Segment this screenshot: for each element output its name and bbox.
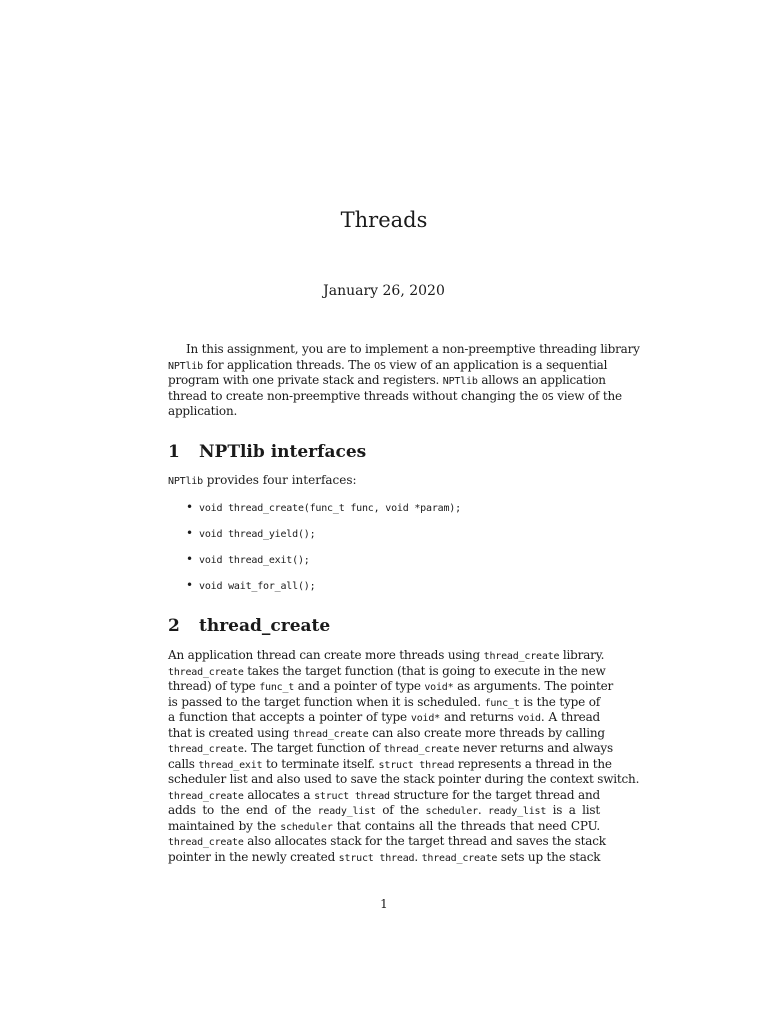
inline-code: void <box>517 713 541 724</box>
inline-code: void* <box>410 713 440 724</box>
inline-code: scheduler <box>425 806 478 817</box>
text-line: pointer in the newly created struct thread. thread_create sets up the stack <box>168 849 601 864</box>
text-line: maintained by the scheduler that contains all the threads that need CPU. <box>168 818 601 833</box>
document-title: Threads <box>340 208 428 232</box>
inline-code: ready_list <box>487 806 547 817</box>
inline-code: func_t <box>259 682 295 693</box>
inline-code: struct thread <box>338 852 415 864</box>
page-number: 1 <box>380 897 388 911</box>
text-line: In this assignment, you are to implement a non-preemptive threading library <box>186 342 640 356</box>
text-line: An application thread can create more threads using thread_create library. <box>168 648 605 662</box>
text-line: scheduler list and also used to save the stack pointer during the context switch. <box>168 772 640 786</box>
inline-code: thread_create <box>168 744 244 755</box>
text-line: thread_create allocates a struct thread structure for the target thread and <box>168 787 601 802</box>
inline-code: thread_create <box>168 837 244 848</box>
inline-code: struct thread <box>378 759 455 771</box>
text-line: thread_create also allocates stack for the target thread and saves the stack <box>168 834 606 848</box>
text-line: thread to create non-preemptive threads without changing the OS view of the <box>168 388 622 403</box>
text-line: program with one private stack and registers. NPTlib allows an application <box>168 373 606 387</box>
interface-signature: void wait_for_all(); <box>199 581 316 592</box>
inline-code: thread_exit <box>198 759 263 771</box>
interface-list-item <box>186 578 461 604</box>
inline-code: OS <box>541 391 554 403</box>
interface-list-item <box>186 526 461 552</box>
interface-list-item <box>186 500 461 526</box>
bullet-icon: • <box>186 526 194 540</box>
section-1-heading <box>168 441 366 463</box>
inline-code: thread_create <box>292 728 369 740</box>
inline-code: thread_create <box>483 651 560 662</box>
inline-code: thread_create <box>168 790 244 802</box>
inline-code: func_t <box>484 697 520 709</box>
inline-code: thread_create <box>383 744 460 755</box>
bullet-icon: • <box>186 500 194 514</box>
inline-code: NPTlib <box>168 360 203 372</box>
text-line: thread) of type func_t and a pointer of type void* as arguments. The pointer <box>168 679 614 693</box>
bullet-icon: • <box>186 578 194 592</box>
section-1-title: NPTlib interfaces <box>199 442 367 462</box>
text-line: NPTlib for application threads. The OS view of an application is a sequential <box>168 357 608 372</box>
text-line: that is created using thread_create can also create more threads by calling <box>168 725 605 740</box>
intro-paragraph <box>168 342 640 420</box>
inline-code: thread_create <box>421 852 498 864</box>
section-2-paragraph <box>168 648 640 865</box>
section-2-title: thread_create <box>199 616 331 636</box>
text-line: application. <box>168 404 238 418</box>
inline-code: OS <box>374 360 386 372</box>
inline-code: NPTlib <box>168 476 203 487</box>
text-line: a function that accepts a pointer of type void* and returns void. A thread <box>168 710 601 724</box>
interface-list-item <box>186 552 461 578</box>
inline-code: struct thread <box>314 790 390 802</box>
text-line: is passed to the target function when it is scheduled. func_t is the type of <box>168 694 600 709</box>
section-1-lead: NPTlib provides four interfaces: <box>168 473 357 487</box>
text-line: calls thread_exit to terminate itself. struct thread represents a thread in the <box>168 756 612 771</box>
inline-code: void* <box>424 682 454 693</box>
interface-signature: void thread_create(func_t func, void *param); <box>199 503 461 514</box>
document-date: January 26, 2020 <box>323 283 445 299</box>
interface-signature: void thread_exit(); <box>199 555 310 566</box>
text-line: thread_create. The target function of thread_create never returns and always <box>168 741 613 755</box>
interface-list <box>186 500 461 604</box>
section-2-heading <box>168 615 330 637</box>
bullet-icon: • <box>186 552 194 566</box>
text-line: thread_create takes the target function (that is going to execute in the new <box>168 663 606 678</box>
section-2-number: 2 <box>168 616 180 636</box>
section-1-number: 1 <box>168 442 180 462</box>
inline-code: NPTlib <box>442 376 478 387</box>
interface-signature: void thread_yield(); <box>199 529 316 540</box>
inline-code: ready_list <box>317 806 376 817</box>
inline-code: scheduler <box>280 821 333 833</box>
inline-code: thread_create <box>168 666 244 678</box>
text-line: adds to the end of the ready_list of the scheduler. ready_list is a list <box>168 803 600 817</box>
